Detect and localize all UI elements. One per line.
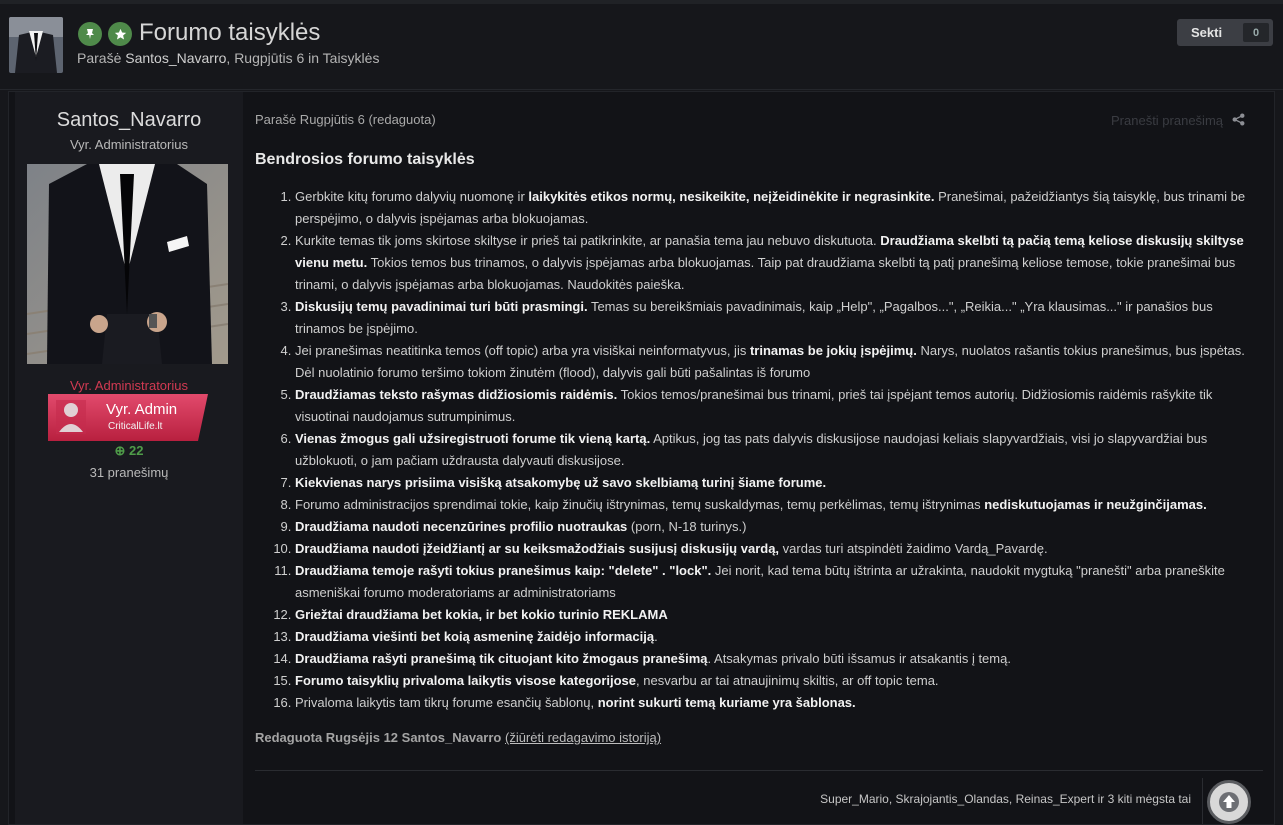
author-column — [15, 92, 243, 824]
rules-list — [255, 186, 1255, 714]
rule-emphasis: Diskusijų temų pavadinimai turi būti prasmingi. — [295, 299, 588, 314]
rank-site: CriticalLife.lt — [108, 421, 163, 432]
footer-vertical-divider — [1202, 778, 1203, 824]
rule-emphasis: Draudžiama viešinti bet koią asmeninę žaidėjo informaciją — [295, 629, 655, 644]
author-group: Vyr. Administratorius — [69, 378, 188, 393]
rule-item — [295, 296, 1255, 340]
post — [8, 91, 1275, 825]
rule-item — [295, 560, 1255, 604]
follow-count: 0 — [1243, 23, 1269, 42]
rule-text: Jei norit, kad tema būtų ištrinta ar užrakinta, naudokit mygtuką "pranešti" arba praneškite asmeniškai forumo moderatoriams ar administratoriams — [295, 563, 1225, 600]
like-button[interactable] — [1207, 780, 1251, 824]
rule-item — [295, 428, 1255, 472]
like-arrow-icon — [1218, 791, 1240, 813]
rule-text: , nesvarbu ar tai atnaujinimų skiltis, ar off topic tema. — [636, 673, 939, 688]
rule-item — [295, 692, 1255, 714]
rule-item — [295, 472, 1255, 494]
edit-history-link[interactable]: (žiūrėti redagavimo istoriją) — [504, 730, 662, 745]
rule-text: Tokios temos/pranešimai bus trinami, prieš tai įspėjant temos autorių. Didžiosiomis raidėmis rašykite tik visuotinai naudojamus sutrumpinimus. — [295, 387, 1213, 424]
post-meta: Parašė Rugpjūtis 6 (redaguota) — [255, 112, 436, 127]
rule-text: . Atsakymas privalo būti išsamus ir atsakantis į temą. — [707, 651, 1011, 666]
rule-text: Pranešimai, pažeidžiantys šią taisyklę, bus trinami be perspėjimo, o dalyvis įspėjamas arba blokuojamas. — [295, 189, 1246, 226]
topic-header — [0, 4, 1283, 82]
rule-item — [295, 186, 1255, 230]
plus-circle-icon: ⊕ — [114, 443, 126, 458]
rule-emphasis: Draudžiama rašyti pranešimą tik cituojant kito žmogaus pranešimą — [295, 651, 708, 666]
rule-text: Tokios temos bus trinamos, o dalyvis įspėjamas arba blokuojamas. Taip pat draudžiama skelbti tą patį pranešimą keliose temose, tokie pranešimai bus trinami, o dalyvis įspėjamas arba blokuojamas. Naudokitės paieška. — [295, 255, 1236, 292]
rule-text: Privaloma laikytis tam tikrų forume esančių šablonų, — [295, 695, 598, 710]
pin-icon — [78, 22, 102, 46]
rule-text: Forumo administracijos sprendimai tokie, kaip žinučių ištrynimas, temų suskaldymas, temų perkėlimas, temų ištrynimas — [295, 497, 985, 512]
rule-emphasis: Forumo taisyklių privaloma laikytis visose kategorijose — [295, 673, 637, 688]
rule-text: Aptikus, jog tas pats dalyvis diskusijose naudojasi keliais slapyvardžiais, visi jo slapyvardžiai bus užblokuoti, o jam pačiam uždrausta dalyvauti diskusijose. — [295, 431, 1208, 468]
rule-emphasis: laikykitės etikos normų, nesikeikite, neįžeidinėkite ir negrasinkite. — [528, 189, 935, 204]
rule-emphasis: Griežtai draudžiama bet kokia, ir bet kokio turinio REKLAMA — [295, 607, 668, 622]
rule-item — [295, 230, 1255, 296]
rule-text: vardas turi atspindėti žaidimo Vardą_Pavardę. — [779, 541, 1048, 556]
rank-title: Vyr. Admin — [106, 401, 178, 418]
rule-text: (porn, N-18 turinys.) — [627, 519, 747, 534]
follow-label: Sekti — [1191, 25, 1223, 40]
rule-text: Gerbkite kitų forumo dalyvių nuomonę ir — [295, 189, 529, 204]
rule-emphasis: Kiekvienas narys prisiima visišką atsakomybę už savo skelbiamą turinį šiame forume. — [295, 475, 827, 490]
author-name-link[interactable]: Santos_Navarro — [56, 109, 202, 131]
rule-text: Kurkite temas tik joms skirtose skiltyse ir prieš tai patikrinkite, ar panašia tema jau nebuvo diskutuota. — [295, 233, 881, 248]
rule-text: Narys, nuolatos rašantis tokius pranešimus, bus įspėtas. Dėl nuolatinio forumo teršimo tokiom žinutėm (flood), dalyvis gali būti pašalintas iš forumo — [295, 343, 1245, 380]
rule-text: Jei pranešimas neatitinka temos (off topic) arba yra visiškai neinformatyvus, jis — [295, 343, 750, 358]
rule-item — [295, 648, 1255, 670]
post-heading: Bendrosios forumo taisyklės — [255, 151, 475, 168]
rule-emphasis: Vienas žmogus gali užsiregistruoti forume tik vieną kartą. — [295, 431, 651, 446]
author-title: Vyr. Administratorius — [69, 137, 188, 152]
rule-emphasis: norint sukurti temą kuriame yra šablonas. — [597, 695, 856, 710]
rule-item — [295, 494, 1255, 516]
topic-title: Forumo taisyklės — [139, 19, 321, 46]
rule-emphasis: Draudžiama skelbti tą pačią temą keliose diskusijų skiltyse vienu metu. — [295, 233, 1244, 270]
rule-emphasis: nediskutuojamas ir neužginčijamas. — [984, 497, 1207, 512]
edited-note — [255, 730, 661, 745]
rule-emphasis: Draudžiama temoje rašyti tokius pranešimus kaip: "delete" . "lock". — [295, 563, 712, 578]
topic-byline — [77, 50, 379, 66]
header-divider — [0, 89, 1283, 90]
post-footer-divider — [255, 770, 1263, 771]
byline-prefix: Parašė — [77, 50, 122, 66]
byline-suffix: , Rugpjūtis 6 in Taisyklės — [226, 50, 380, 66]
reputation-badge — [15, 443, 243, 459]
topic-author-avatar[interactable] — [9, 17, 63, 73]
byline-author-link[interactable]: Santos_Navarro — [125, 50, 227, 66]
rule-text: Temas su bereikšmiais pavadinimais, kaip „Help", „Pagalbos...", „Reikia..." „Yra klausimas..." ir panašios bus trinamos be įspėjimo. — [295, 299, 1213, 336]
rule-item — [295, 604, 1255, 626]
rule-item — [295, 538, 1255, 560]
rule-item — [295, 516, 1255, 538]
rule-item — [295, 340, 1255, 384]
author-photo[interactable] — [27, 164, 228, 364]
rule-emphasis: Draudžiama naudoti įžeidžiantį ar su keiksmažodžiais susijusį diskusijų vardą, — [295, 541, 780, 556]
rule-item — [295, 384, 1255, 428]
rule-item — [295, 670, 1255, 692]
rule-item — [295, 626, 1255, 648]
post-content — [255, 150, 1255, 714]
rule-emphasis: Draudžiamas teksto rašymas didžiosiomis raidėmis. — [295, 387, 618, 402]
follow-button[interactable] — [1177, 19, 1273, 46]
report-link[interactable]: Pranešti pranešimą — [1111, 113, 1223, 128]
author-post-count: 31 pranešimų — [89, 465, 169, 480]
star-icon — [108, 22, 132, 46]
reputation-value: 22 — [129, 443, 144, 458]
rule-emphasis: Draudžiama naudoti necenzūrines profilio nuotraukas — [295, 519, 628, 534]
edited-text: Redaguota Rugsėjis 12 Santos_Navarro — [255, 730, 505, 745]
rank-banner — [48, 394, 208, 441]
likes-summary[interactable]: Super_Mario, Skrajojantis_Olandas, Reinas_Expert ir 3 kiti mėgsta tai — [820, 792, 1191, 806]
share-icon[interactable] — [1232, 113, 1245, 131]
rule-emphasis: trinamas be jokių įspėjimų. — [749, 343, 917, 358]
rule-text: . — [654, 629, 658, 644]
